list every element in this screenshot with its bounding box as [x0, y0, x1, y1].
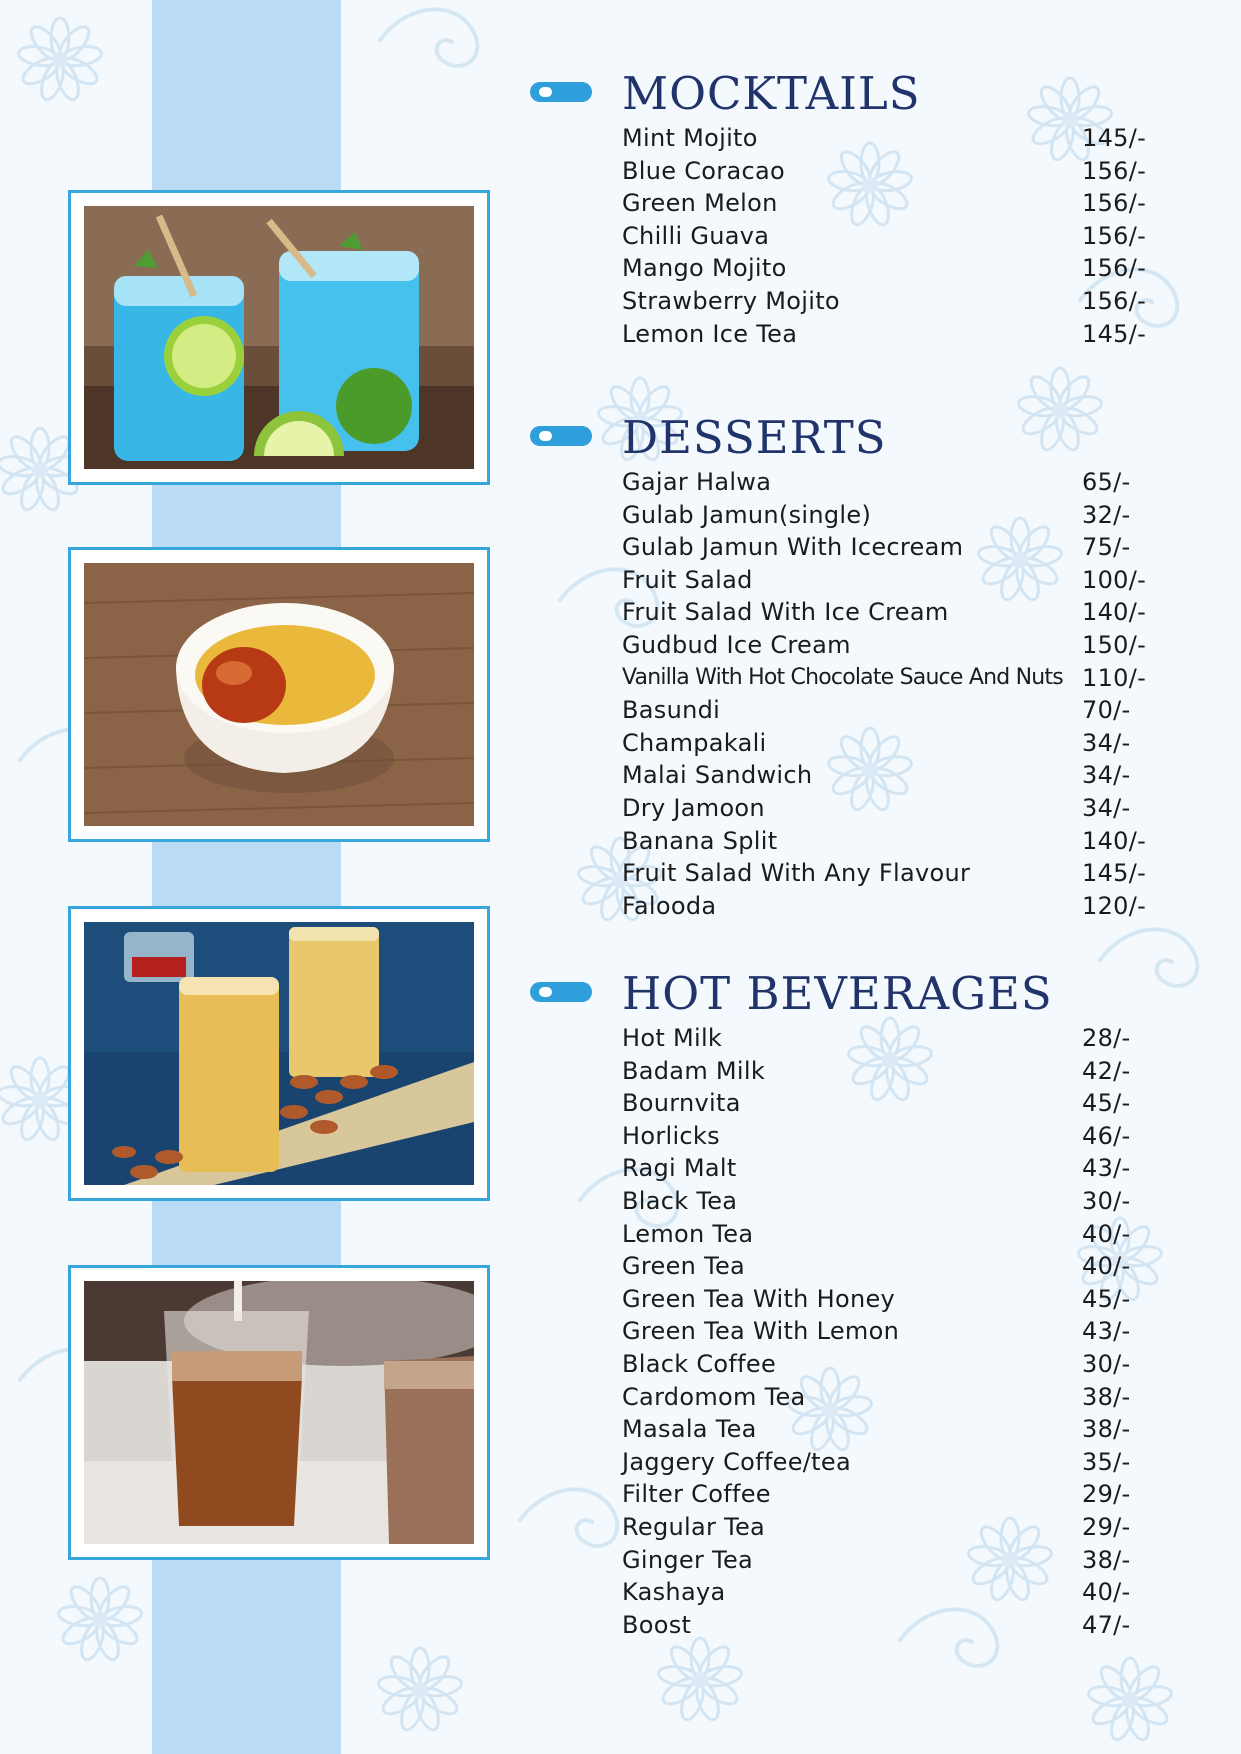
item-price: 40/- [1082, 1578, 1131, 1607]
item-name: Strawberry Mojito [622, 286, 840, 315]
item-name: Banana Split [622, 826, 778, 855]
item-name: Masala Tea [622, 1415, 757, 1444]
item-price: 34/- [1082, 793, 1131, 822]
item-name: Fruit Salad With Any Flavour [622, 859, 971, 888]
menu-item [622, 1185, 1180, 1218]
item-price: 65/- [1082, 468, 1131, 496]
item-name: Mango Mojito [622, 254, 787, 283]
item-name: Boost [622, 1610, 692, 1639]
item-price: 35/- [1082, 1447, 1131, 1476]
menu-item [622, 187, 1180, 220]
milk-tea-glass-photo [84, 1281, 474, 1544]
item-price: 156/- [1082, 221, 1147, 250]
menu-item [622, 1022, 1180, 1055]
section-header [530, 66, 1180, 122]
saffron-milk-glasses-photo [84, 922, 474, 1185]
menu-item [622, 1250, 1180, 1283]
menu-list [530, 1022, 1180, 1641]
item-price: 34/- [1082, 728, 1131, 757]
item-price: 45/- [1082, 1089, 1131, 1118]
item-price: 40/- [1082, 1219, 1131, 1248]
blue-mojito-drinks-photo [84, 206, 474, 469]
item-name: Gulab Jamun With Icecream [622, 533, 964, 562]
item-name: Ginger Tea [622, 1545, 754, 1574]
item-name: Champakali [622, 728, 767, 757]
menu-item [622, 792, 1180, 825]
item-name: Regular Tea [622, 1512, 766, 1541]
item-price: 140/- [1082, 826, 1147, 855]
item-name: Green Tea With Honey [622, 1284, 896, 1313]
item-price: 145/- [1082, 319, 1147, 348]
item-name: Falooda [622, 891, 717, 920]
menu-item [622, 1315, 1180, 1348]
item-price: 42/- [1082, 1056, 1131, 1085]
menu-item [622, 122, 1180, 155]
item-price: 70/- [1082, 696, 1131, 725]
section-title: DESSERTS [622, 411, 887, 464]
menu-item [622, 155, 1180, 188]
item-price: 43/- [1082, 1154, 1131, 1183]
menu-item [622, 318, 1180, 351]
item-name: Badam Milk [622, 1056, 766, 1085]
item-price: 38/- [1082, 1545, 1131, 1574]
section-header [530, 966, 1180, 1022]
item-name: Fruit Salad [622, 565, 753, 594]
item-price: 100/- [1082, 565, 1147, 594]
item-name: Kashaya [622, 1578, 726, 1607]
menu-item [622, 220, 1180, 253]
menu-item [622, 1446, 1180, 1479]
menu-item [622, 1120, 1180, 1153]
item-price: 120/- [1082, 891, 1147, 920]
menu-item [622, 1381, 1180, 1414]
item-name: Bournvita [622, 1089, 741, 1118]
menu-item [622, 499, 1180, 532]
item-price: 40/- [1082, 1252, 1131, 1281]
menu-item [622, 564, 1180, 597]
menu-list [530, 122, 1180, 350]
item-name: Malai Sandwich [622, 761, 813, 790]
section-title: MOCKTAILS [622, 67, 921, 120]
item-price: 156/- [1082, 286, 1147, 315]
section-title: HOT BEVERAGES [622, 967, 1053, 1020]
item-name: Green Tea [622, 1252, 746, 1281]
menu-item [622, 1478, 1180, 1511]
item-name: Gulab Jamun(single) [622, 500, 872, 529]
menu-item [622, 1413, 1180, 1446]
item-price: 43/- [1082, 1317, 1131, 1346]
item-price: 145/- [1082, 859, 1147, 888]
item-name: Ragi Malt [622, 1154, 737, 1183]
item-name: Blue Coracao [622, 156, 785, 185]
photo-frame [68, 906, 490, 1201]
menu-item [622, 1609, 1180, 1642]
item-name: Dry Jamoon [622, 793, 765, 822]
menu-item [622, 531, 1180, 564]
item-price: 30/- [1082, 1349, 1131, 1378]
item-name: Horlicks [622, 1121, 720, 1150]
desserts-section [530, 410, 1180, 922]
item-price: 38/- [1082, 1415, 1131, 1444]
item-name: Jaggery Coffee/tea [622, 1447, 851, 1476]
menu-item [622, 1152, 1180, 1185]
item-name: Black Coffee [622, 1349, 777, 1378]
menu-item [622, 596, 1180, 629]
item-price: 140/- [1082, 598, 1147, 627]
menu-item [622, 759, 1180, 792]
item-name: Basundi [622, 696, 721, 725]
item-name: Cardomom Tea [622, 1382, 806, 1411]
item-name: Lemon Tea [622, 1219, 754, 1248]
menu-item [622, 1576, 1180, 1609]
item-name: Green Melon [622, 189, 778, 218]
menu-item [622, 890, 1180, 923]
menu-item [622, 629, 1180, 662]
item-price: 45/- [1082, 1284, 1131, 1313]
menu-item [622, 466, 1180, 499]
item-name: Lemon Ice Tea [622, 319, 798, 348]
section-pill-icon [530, 982, 592, 1002]
photo-frame [68, 190, 490, 485]
menu-item [622, 1055, 1180, 1088]
item-name: Vanilla With Hot Chocolate Sauce And Nuts [622, 664, 1063, 690]
menu-item [622, 1283, 1180, 1316]
menu-item [622, 285, 1180, 318]
item-price: 156/- [1082, 189, 1147, 218]
section-pill-icon [530, 82, 592, 102]
section-pill-icon [530, 426, 592, 446]
menu-item [622, 1087, 1180, 1120]
item-price: 145/- [1082, 124, 1147, 152]
item-name: Gudbud Ice Cream [622, 630, 851, 659]
item-price: 46/- [1082, 1121, 1131, 1150]
menu-item [622, 1348, 1180, 1381]
hot-beverages-section [530, 966, 1180, 1641]
item-price: 47/- [1082, 1610, 1131, 1639]
item-price: 30/- [1082, 1186, 1131, 1215]
item-name: Chilli Guava [622, 221, 770, 250]
item-price: 156/- [1082, 156, 1147, 185]
menu-item [622, 252, 1180, 285]
item-price: 32/- [1082, 500, 1131, 529]
menu-item [622, 727, 1180, 760]
item-price: 156/- [1082, 254, 1147, 283]
item-name: Filter Coffee [622, 1480, 771, 1509]
item-name: Fruit Salad With Ice Cream [622, 598, 949, 627]
item-price: 34/- [1082, 761, 1131, 790]
item-name: Hot Milk [622, 1024, 723, 1052]
item-price: 28/- [1082, 1024, 1131, 1052]
menu-item [622, 694, 1180, 727]
item-name: Mint Mojito [622, 124, 758, 152]
item-name: Black Tea [622, 1186, 738, 1215]
gulab-jamun-bowl-photo [84, 563, 474, 826]
photo-frame [68, 547, 490, 842]
section-header [530, 410, 1180, 466]
menu-item [622, 857, 1180, 890]
item-name: Gajar Halwa [622, 468, 772, 496]
photo-frame [68, 1265, 490, 1560]
item-price: 29/- [1082, 1480, 1131, 1509]
item-price: 29/- [1082, 1512, 1131, 1541]
menu-item [622, 1218, 1180, 1251]
item-price: 75/- [1082, 533, 1131, 562]
item-price: 110/- [1082, 663, 1147, 692]
menu-item [622, 1544, 1180, 1577]
item-price: 38/- [1082, 1382, 1131, 1411]
menu-item [622, 825, 1180, 858]
menu-item [622, 662, 1180, 695]
item-name: Green Tea With Lemon [622, 1317, 900, 1346]
mocktails-section [530, 66, 1180, 350]
menu-list [530, 466, 1180, 922]
menu-item [622, 1511, 1180, 1544]
item-price: 150/- [1082, 630, 1147, 659]
